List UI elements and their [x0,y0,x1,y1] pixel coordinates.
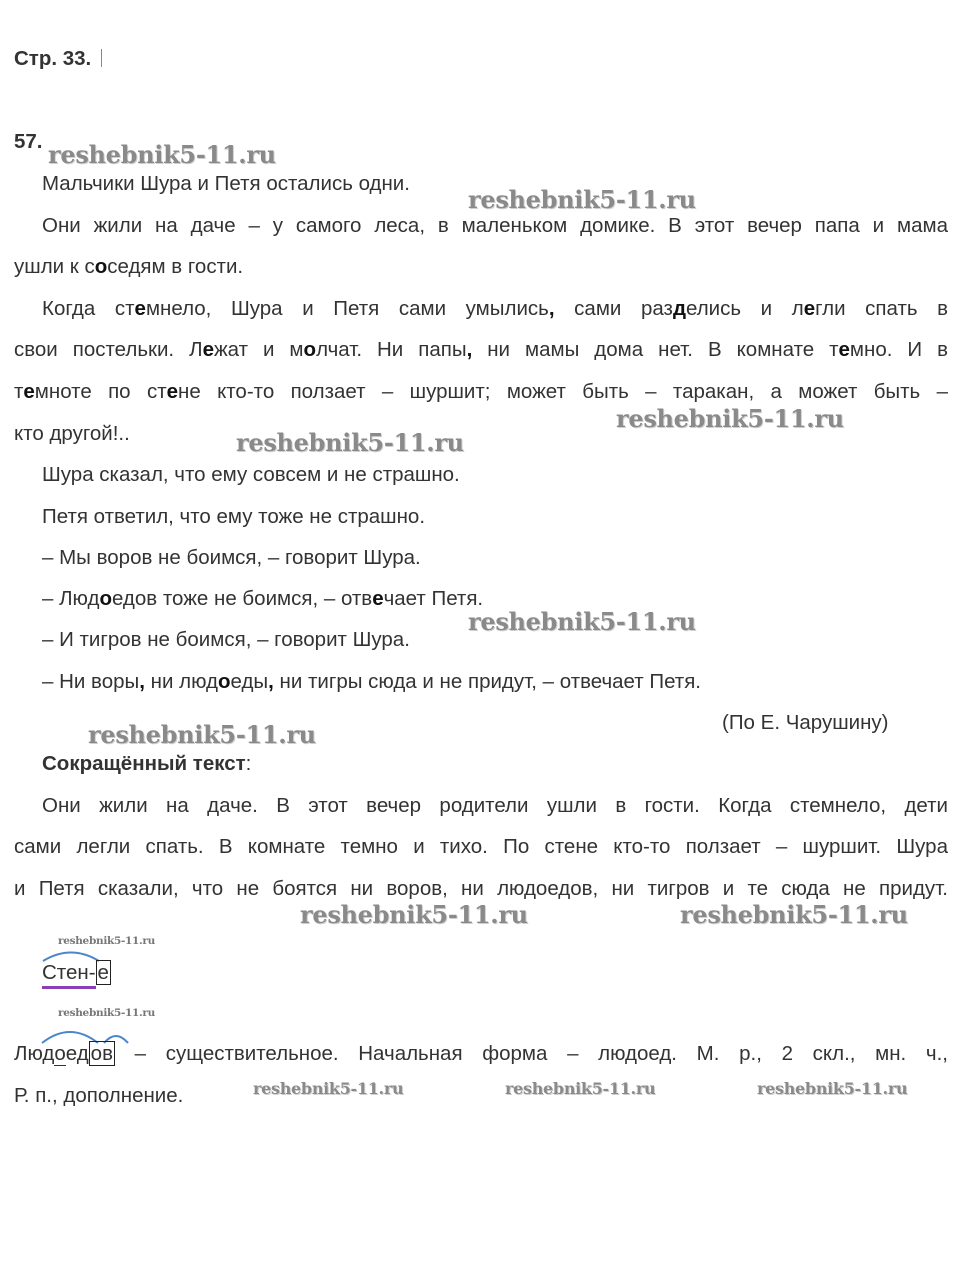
text-line-13: – Ни воры, ни людоеды, ни тигры сюда и не придут, – отвечает Петя. [42,670,701,693]
text-line-3: ушли к соседям в гости. [14,255,244,278]
watermark: reshebnik5-11.ru [58,1007,155,1019]
watermark: reshebnik5-11.ru [505,1079,656,1098]
word-analysis-lyudoedov: Людоедов – существительное. Начальная форма – людоед. М. р., 2 скл., мн. ч., [14,1042,948,1065]
page-header [14,47,102,71]
summary-line-1: Они жили на даче. В этот вечер родители ушли в гости. Когда стемнело, дети [42,794,948,817]
summary-heading: Сокращённый текст: [42,752,252,775]
text-line-10: – Мы воров не боимся, – говорит Шура. [42,546,421,569]
summary-line-2: сами легли спать. В комнате темно и тихо. По стене кто-то ползает – шуршит. Шура [14,835,948,858]
text-line-11: – Людоедов тоже не боимся, – отвечает Петя. [42,587,484,610]
watermark: reshebnik5-11.ru [300,900,528,929]
word-analysis-stene: Стен-е [42,961,109,984]
analysis-line-2: Р. п., дополнение. [14,1084,184,1107]
watermark: reshebnik5-11.ru [468,185,696,214]
text-line-7: кто другой!.. [14,422,130,445]
watermark: reshebnik5-11.ru [468,607,696,636]
watermark: reshebnik5-11.ru [48,140,276,169]
watermark: reshebnik5-11.ru [253,1079,404,1098]
text-line-8: Шура сказал, что ему совсем и не страшно. [42,463,460,486]
watermark: reshebnik5-11.ru [680,900,908,929]
summary-line-3: и Петя сказали, что не боятся ни воров, ни людоедов, ни тигров и те сюда не придут. [14,877,948,900]
text-line-9: Петя ответил, что ему тоже не страшно. [42,505,426,528]
suffix-underline-mark [42,986,96,989]
root-arc-icon [40,948,102,962]
source-attribution: (По Е. Чарушину) [722,711,889,734]
text-line-2: Они жили на даче – у самого леса, в маленьком домике. В этот вечер папа и мама [42,214,948,237]
watermark: reshebnik5-11.ru [757,1079,908,1098]
ending-box: е [97,961,109,984]
watermark: reshebnik5-11.ru [616,404,844,433]
ending-box-2: ов [90,1042,113,1065]
text-line-5: свои постельки. Лежат и молчат. Ни папы, ни мамы дома нет. В комнате темно. И в [14,338,948,361]
text-line-12: – И тигров не боимся, – говорит Шура. [42,628,410,651]
cursor-mark [101,49,102,67]
text-line-4: Когда стемнело, Шура и Петя сами умылись, сами разделись и легли спать в [42,297,949,320]
watermark: reshebnik5-11.ru [236,428,464,457]
text-line-1: Мальчики Шура и Петя остались одни. [42,172,410,195]
exercise-number: 57. [14,130,43,153]
watermark: reshebnik5-11.ru [58,935,155,947]
text-line-6: темноте по стене кто-то ползает – шуршит; может быть – таракан, а может быть – [14,380,948,403]
page-header-text: Стр. 33. [14,47,92,70]
watermark: reshebnik5-11.ru [88,720,316,749]
